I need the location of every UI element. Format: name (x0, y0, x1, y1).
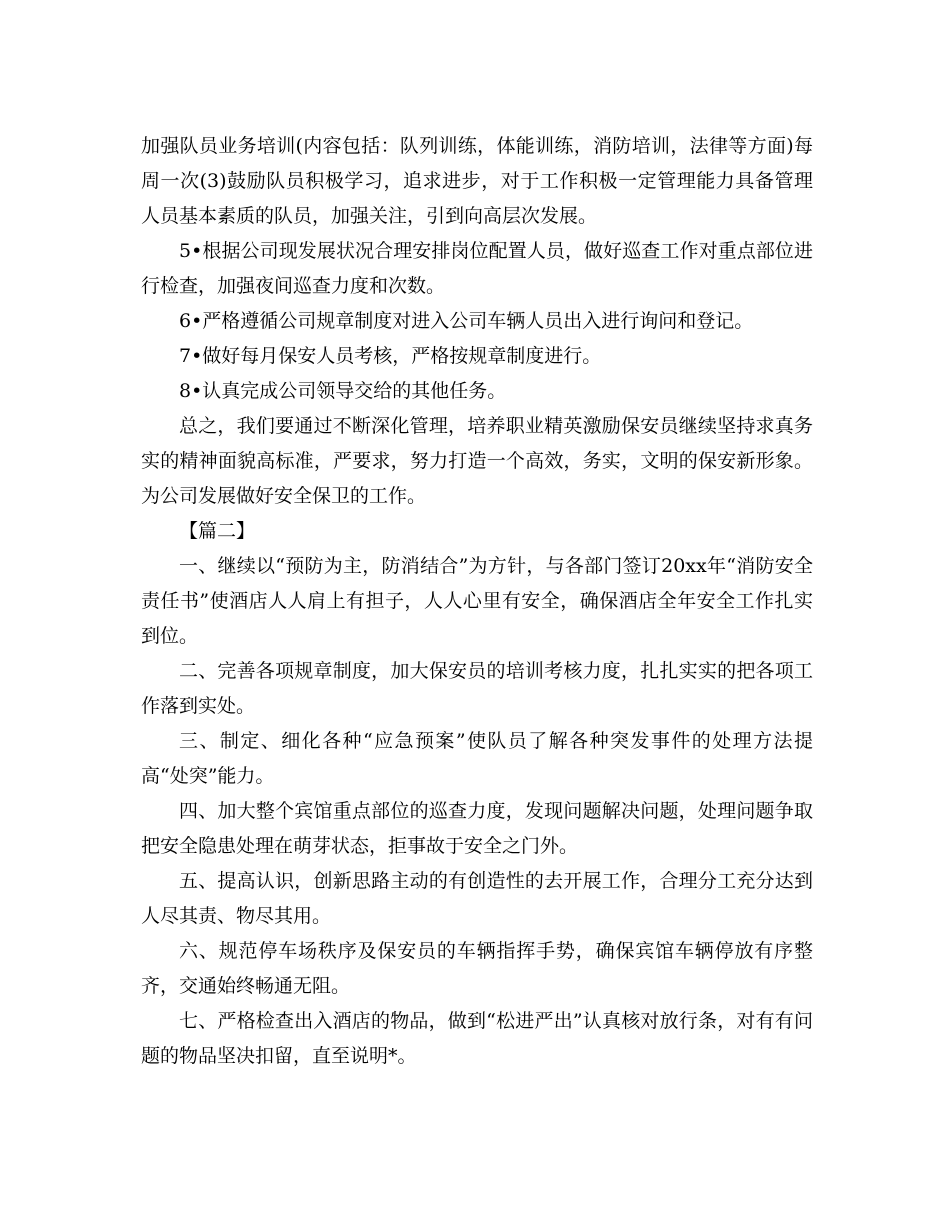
paragraph-item-7: 7•做好每月保安人员考核，严格按规章制度进行。 (179, 345, 602, 367)
paragraph-point-2: 二、完善各项规章制度，加大保安员的培训考核力度，扎扎实实的把各项工作落到实处。 (141, 660, 813, 717)
paragraph-point-4: 四、加大整个宾馆重点部位的巡查力度，发现问题解决问题，处理问题争取把安全隐患处理在萌芽状态，拒事故于安全之门外。 (141, 800, 813, 857)
paragraph-point-6: 六、规范停车场秩序及保安员的车辆指挥手势，确保宾馆车辆停放有序整齐，交通始终畅通无阻。 (141, 940, 813, 997)
paragraph-point-1: 一、继续以“预防为主，防消结合”为方针，与各部门签订20xx年“消防安全责任书”使酒店人人肩上有担子，人人心里有安全，确保酒店全年安全工作扎实到位。 (141, 555, 813, 647)
document-body (141, 129, 813, 1074)
paragraph-item-5: 5•根据公司现发展状况合理安排岗位配置人员，做好巡查工作对重点部位进行检查，加强夜间巡查力度和次数。 (141, 240, 813, 297)
paragraph-summary: 总之，我们要通过不断深化管理，培养职业精英激励保安员继续坚持求真务实的精神面貌高标准，严要求，努力打造一个高效，务实，文明的保安新形象。为公司发展做好安全保卫的工作。 (141, 415, 813, 507)
paragraph-point-7: 七、严格检查出入酒店的物品，做到“松进严出”认真核对放行条，对有有问题的物品坚决扣留，直至说明*。 (141, 1010, 813, 1067)
paragraph-point-3: 三、制定、细化各种“应急预案”使队员了解各种突发事件的处理方法提高“处突”能力。 (141, 730, 813, 787)
paragraph-point-5: 五、提高认识，创新思路主动的有创造性的去开展工作，合理分工充分达到人尽其责、物尽其用。 (141, 870, 813, 927)
paragraph-training: 加强队员业务培训(内容包括：队列训练，体能训练，消防培训，法律等方面)每周一次(3)鼓励队员积极学习，追求进步，对于工作积极一定管理能力具备管理人员基本素质的队员，加强关注，引到向高层次发展。 (141, 135, 813, 227)
section-heading-part-two: 【篇二】 (179, 520, 256, 542)
paragraph-item-8: 8•认真完成公司领导交给的其他任务。 (179, 380, 507, 402)
paragraph-item-6: 6•严格遵循公司规章制度对进入公司车辆人员出入进行询问和登记。 (179, 310, 754, 332)
